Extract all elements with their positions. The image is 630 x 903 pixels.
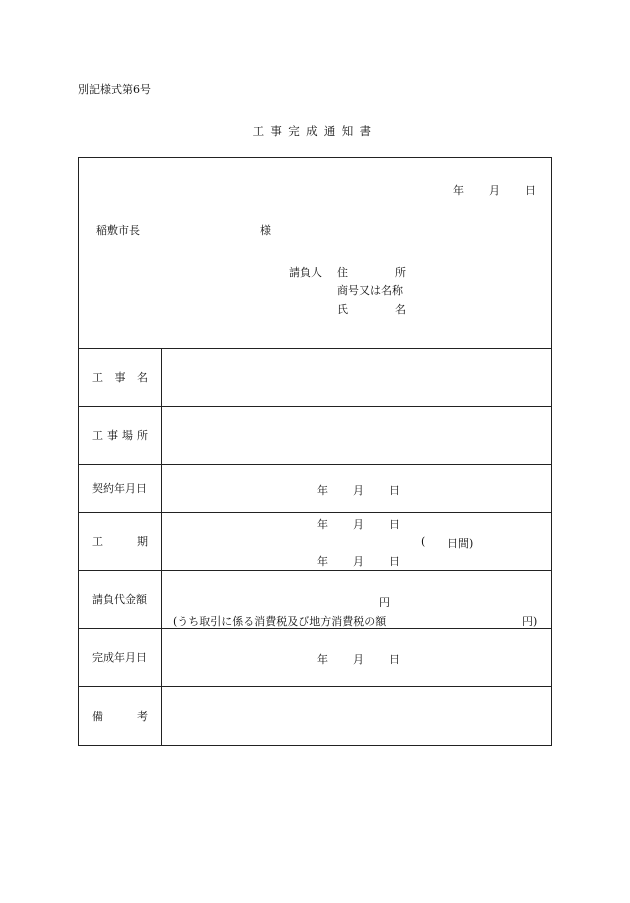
- company-label: 商号又は名称: [337, 284, 403, 297]
- work-name-label: [79, 348, 161, 406]
- work-name-label-3: 名: [137, 371, 148, 384]
- address-label-1: 住: [337, 266, 348, 279]
- contract-amount-yen: 円: [379, 596, 390, 609]
- completion-date-year: 年: [317, 653, 328, 666]
- remarks-label: [79, 686, 161, 745]
- form-table: [78, 157, 552, 746]
- remarks-label-1: 備: [92, 709, 103, 723]
- completion-date-label-text: 完成年月日: [92, 651, 147, 664]
- contract-date-label-text: 契約年月日: [92, 482, 147, 495]
- period-end-month: 月: [353, 555, 364, 568]
- work-location-field[interactable]: [162, 407, 552, 464]
- period-start-day: 日: [389, 518, 400, 531]
- name-label-1: 氏: [337, 303, 348, 316]
- header-date-day: 日: [525, 184, 536, 197]
- completion-date-month: 月: [353, 653, 364, 666]
- contract-amount-label-text: 請負代金額: [92, 593, 147, 606]
- name-label-2: 名: [395, 303, 406, 316]
- period-end-year: 年: [317, 555, 328, 568]
- name-label: [337, 301, 407, 315]
- header-date-year: 年: [453, 184, 464, 197]
- completion-date-field[interactable]: [79, 651, 553, 665]
- period-start-month: 月: [353, 518, 364, 531]
- contract-date-field[interactable]: [79, 482, 553, 496]
- period-end-date[interactable]: [79, 553, 553, 567]
- contract-amount-label: [79, 570, 161, 628]
- work-name-label-1: 工: [92, 371, 103, 384]
- period-days-close: 日間): [447, 537, 474, 550]
- form-number: 別記様式第6号: [78, 83, 151, 96]
- work-location-label: [79, 406, 161, 464]
- honorific: 様: [260, 224, 271, 237]
- address-label-2: 所: [395, 266, 406, 279]
- period-start-year: 年: [317, 518, 328, 531]
- work-location-label-4: 所: [137, 429, 148, 442]
- period-end-day: 日: [389, 555, 400, 568]
- remarks-label-2: 考: [137, 709, 148, 723]
- address-label: [337, 264, 407, 278]
- period-start-date[interactable]: [79, 516, 553, 530]
- period-label-2: 期: [137, 535, 148, 548]
- contract-date-day: 日: [389, 484, 400, 497]
- period-days-open: (: [421, 535, 426, 548]
- contract-date-month: 月: [353, 484, 364, 497]
- work-location-label-3: 場: [122, 429, 133, 442]
- header-date-month: 月: [489, 184, 500, 197]
- completion-date-day: 日: [389, 653, 400, 666]
- period-days[interactable]: [79, 535, 553, 549]
- work-location-label-1: 工: [92, 429, 103, 442]
- work-name-field[interactable]: [162, 349, 552, 406]
- recipient: 稲敷市長: [96, 224, 140, 237]
- work-location-label-2: 事: [107, 429, 118, 442]
- contractor-label: 請負人: [289, 266, 322, 279]
- tax-note: (うち取引に係る消費税及び地方消費税の額: [173, 615, 387, 628]
- contract-date-year: 年: [317, 484, 328, 497]
- period-label-1: 工: [92, 535, 103, 548]
- tax-yen: 円): [522, 615, 538, 628]
- document-title: 工事完成通知書: [252, 124, 378, 138]
- remarks-field[interactable]: [162, 687, 552, 745]
- header-date: [79, 182, 553, 196]
- work-name-label-2: 事: [114, 371, 126, 384]
